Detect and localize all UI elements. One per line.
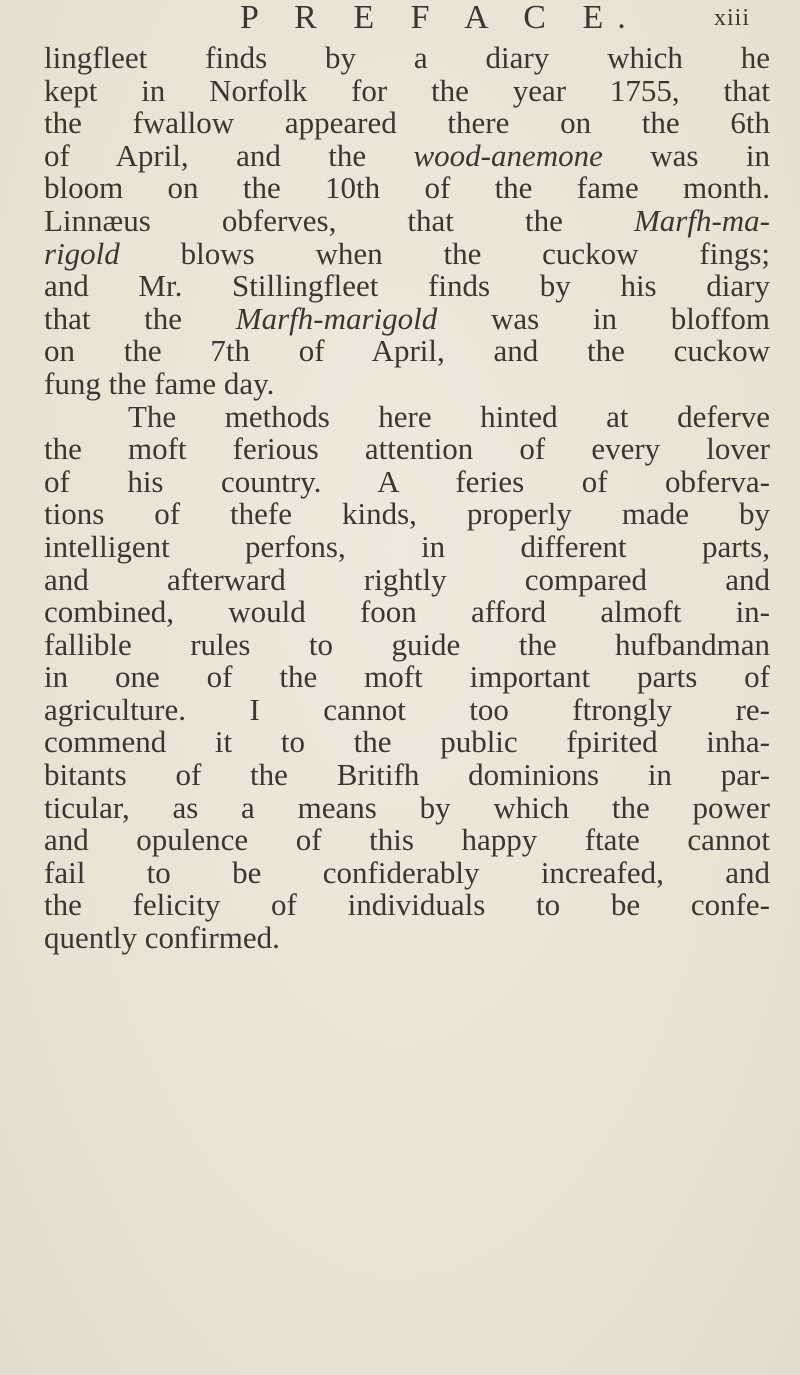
text-line	[44, 759, 770, 792]
running-header: P R E F A C E.	[240, 0, 640, 36]
text-segment: Linnæus obferves, that the	[44, 202, 634, 238]
text-segment: bitants of the Britifh dominions in par-	[44, 757, 770, 793]
text-line	[44, 172, 770, 205]
text-line	[44, 661, 770, 694]
text-line	[44, 365, 770, 401]
text-line	[44, 72, 770, 108]
text-segment: combined, would foon afford almoft in-	[44, 594, 770, 630]
text-line	[44, 691, 770, 727]
text-line	[44, 335, 770, 368]
text-segment: The methods here hinted at deferve	[128, 398, 770, 434]
italic-term: rigold	[44, 235, 120, 271]
italic-term: Marfh-ma-	[633, 202, 770, 238]
text-segment: was in bloffom	[437, 300, 771, 336]
text-line	[44, 596, 770, 629]
text-segment: and afterward rightly compared and	[44, 561, 770, 597]
text-line	[44, 202, 770, 238]
text-line	[44, 137, 770, 173]
text-segment: intelligent perfons, in different parts,	[44, 528, 770, 564]
text-segment: blows when the cuckow fings;	[119, 235, 770, 271]
text-line	[44, 626, 770, 662]
text-line	[44, 726, 770, 759]
text-segment: in one of the moft important parts of	[44, 659, 770, 695]
text-segment: bloom on the 10th of the fame month.	[44, 170, 770, 206]
italic-term: Marfh-marigold	[235, 300, 438, 336]
text-segment: quently confirmed.	[44, 920, 280, 956]
text-segment: tions of thefe kinds, properly made by	[44, 496, 770, 532]
text-line	[44, 922, 770, 955]
text-line	[44, 433, 770, 466]
text-line	[44, 107, 770, 140]
text-segment: fail to be confiderably increafed, and	[44, 854, 770, 890]
text-line	[44, 854, 770, 890]
italic-term: wood-anemone	[413, 137, 603, 173]
page-number: xiii	[714, 5, 751, 31]
text-line	[44, 398, 770, 434]
text-segment: agriculture. I cannot too ftrongly re-	[44, 691, 770, 727]
text-line	[44, 235, 770, 271]
text-segment: the fwallow appeared there on the 6th	[44, 105, 770, 141]
text-segment: commend it to the public fpirited inha-	[44, 724, 770, 760]
body-text	[44, 42, 770, 955]
text-segment: and opulence of this happy ftate cannot	[44, 822, 770, 858]
text-line	[44, 889, 770, 922]
text-line	[44, 42, 770, 75]
text-segment: was in	[602, 137, 770, 173]
text-segment: the felicity of individuals to be confe-	[44, 887, 770, 923]
text-line	[44, 270, 770, 303]
text-segment: lingfleet finds by a diary which he	[44, 40, 770, 75]
text-segment: that the	[44, 300, 236, 336]
text-line	[44, 498, 770, 531]
text-line	[44, 528, 770, 564]
text-segment: of his country. A feries of obferva-	[44, 463, 770, 499]
text-segment: the moft ferious attention of every lover	[44, 431, 770, 467]
text-segment: kept in Norfolk for the year 1755, that	[44, 72, 770, 108]
text-segment: ticular, as a means by which the power	[44, 789, 770, 825]
text-line	[44, 561, 770, 597]
text-segment: and Mr. Stillingfleet finds by his diary	[44, 268, 770, 304]
text-segment: fallible rules to guide the hufbandman	[44, 626, 770, 662]
text-segment: of April, and the	[44, 137, 414, 173]
text-line	[44, 463, 770, 499]
text-line	[44, 300, 771, 336]
text-line	[44, 789, 770, 825]
text-line	[44, 824, 770, 857]
text-segment: fung the fame day.	[44, 365, 275, 401]
text-segment: on the 7th of April, and the cuckow	[44, 333, 770, 369]
